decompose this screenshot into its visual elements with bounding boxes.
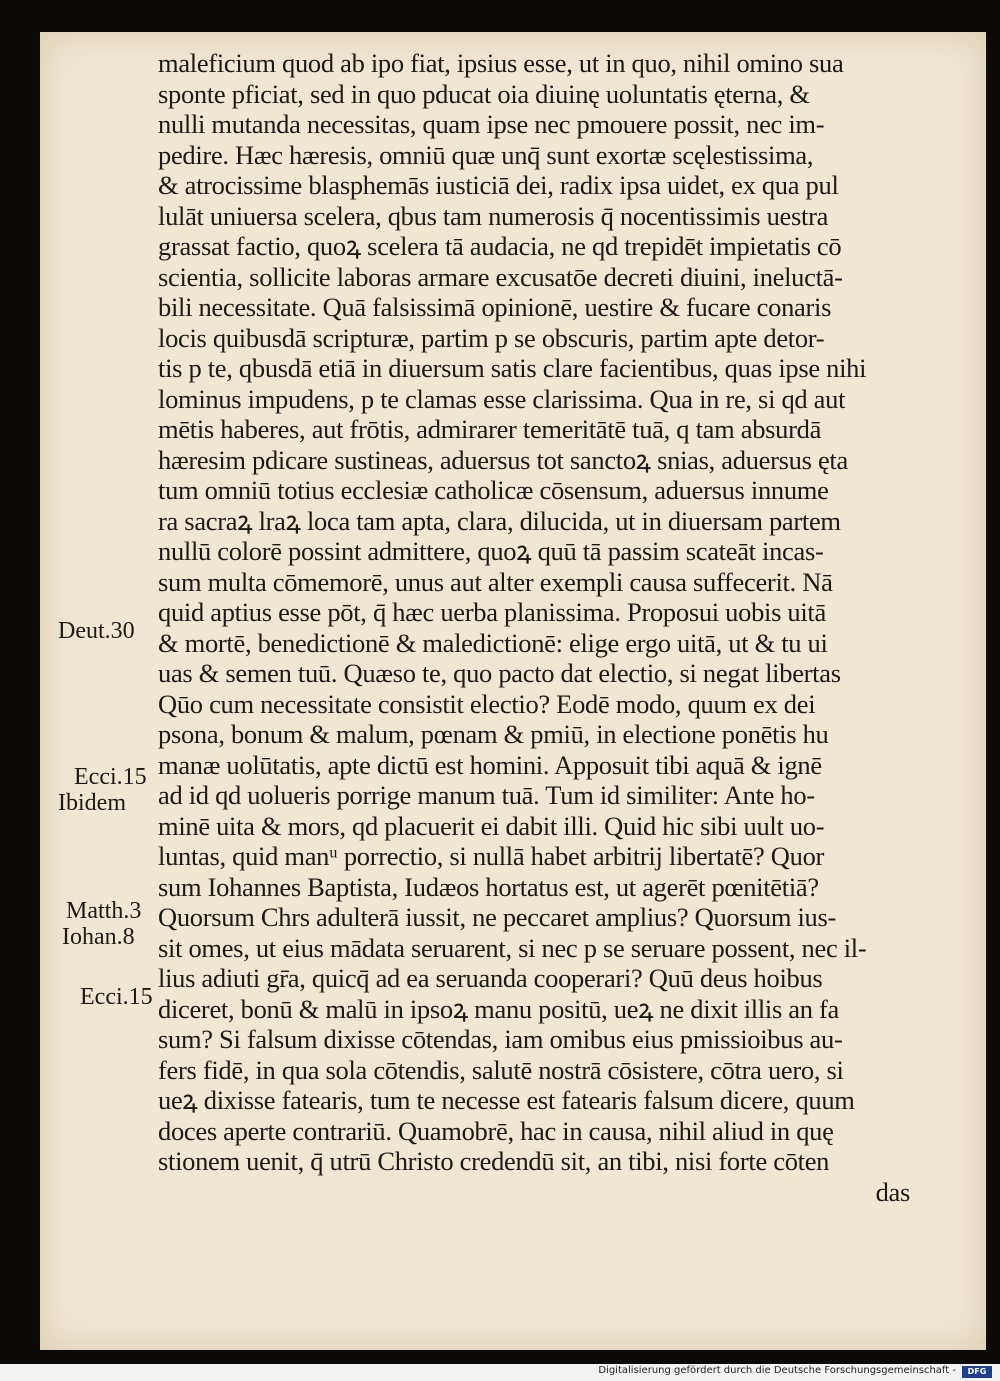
main-text-block: [158, 48, 918, 1207]
text-line: sum? Si falsum dixisse cōtendas, iam omibus eius pmissioibus au-: [158, 1024, 843, 1054]
text-line: tis p te, qbusdā etiā in diuersum satis clare facientibus, quas ipse nihi: [158, 353, 867, 383]
text-line: stionem uenit, q̄ utrū Christo credendū sit, an tibi, nisi forte cōten: [158, 1146, 830, 1176]
text-line: fers fidē, in qua sola cōtendis, salutē nostrā cōsistere, cōtra uero, si: [158, 1054, 844, 1085]
text-line: pedire. Hæc hæresis, omniū quæ unq̄ sunt exortæ scęlestissima,: [158, 139, 814, 170]
margin-note-ibidem: Ibidem: [58, 790, 126, 816]
text-line: & atrocissime blasphemās iusticiā dei, radix ipsa uidet, ex qua pul: [158, 170, 839, 200]
text-line: ad id qd uolueris porrige manum tuā. Tum id similiter: Ante ho-: [158, 780, 815, 810]
text-line: lulāt uniuersa scelera, qbus tam numerosis q̄ nocentissimis uestra: [158, 200, 829, 231]
text-line: tum omniū totius ecclesiæ catholicæ cōsensum, aduersus innume: [158, 475, 829, 505]
margin-note-johan: Iohan.8: [62, 924, 135, 950]
text-line: doces aperte contrariū. Quamobrē, hac in causa, nihil aliud in quę: [158, 1115, 834, 1146]
margin-note-ecci-2: Ecci.15: [80, 984, 153, 1010]
text-line: sponte pficiat, sed in quo pducat oia diuinę uoluntatis ęterna, &: [158, 78, 810, 109]
text-line: scientia, sollicite laboras armare excusatōe decreti diuini, ineluctā-: [158, 261, 843, 292]
text-line: locis quibusdā scripturæ, partim p se obscuris, partim apte detor-: [158, 322, 825, 353]
text-line: sum Iohannes Baptista, Iudæos hortatus est, ut agerēt pœnitētiā?: [158, 871, 819, 902]
text-line: manæ uolūtatis, apte dictū est homini. Apposuit tibi aquā & ignē: [158, 749, 822, 780]
text-line: nullū colorē possint admittere, quoꝝ quū tā passim scateāt incas-: [158, 536, 824, 566]
margin-note-deut: Deut.30: [58, 618, 135, 644]
footer-credit: Digitalisierung gefördert durch die Deutsche Forschungsgemeinschaft -: [598, 1365, 956, 1376]
text-line: lius adiuti gr̄a, quicq̄ ad ea seruanda cooperari? Quū deus hoibus: [158, 963, 823, 993]
text-line: ueꝝ dixisse fatearis, tum te necesse est fatearis falsum dicere, quum: [158, 1085, 855, 1115]
text-line: maleficium quod ab ipo fiat, ipsius esse, ut in quo, nihil omino sua: [158, 48, 844, 78]
text-line: minē uita & mors, qd placuerit ei dabit illi. Quid hic sibi uult uo-: [158, 810, 825, 841]
text-line: psona, bonum & malum, pœnam & pmiū, in electione ponētis hu: [158, 719, 829, 749]
text-line: quid aptius esse pōt, q̄ hæc uerba planissima. Proposui uobis uitā: [158, 597, 826, 627]
margin-note-matth: Matth.3: [66, 898, 142, 924]
text-line: hæresim pdicare sustineas, aduersus tot sanctoꝝ snias, aduersus ęta: [158, 444, 848, 475]
text-line: ra sacraꝝ lraꝝ loca tam apta, clara, dilucida, ut in diuersam partem: [158, 505, 841, 536]
text-line: Quorsum Chrs adulterā iussit, ne peccaret amplius? Quorsum ius-: [158, 902, 837, 932]
dfg-logo: DFG: [962, 1366, 992, 1378]
text-line: sum multa cōmemorē, unus aut alter exempli causa suffecerit. Nā: [158, 566, 833, 597]
text-line: diceret, bonū & malū in ipsoꝝ manu positū, ueꝝ ne dixit illis an fa: [158, 993, 840, 1024]
text-line: mētis haberes, aut frōtis, admirarer temeritātē tuā, q tam absurdā: [158, 414, 822, 444]
text-line: bili necessitate. Quā falsissimā opinionē, uestire & fucare conaris: [158, 292, 832, 322]
margin-note-ecci: Ecci.15: [74, 764, 147, 790]
catchword: das: [875, 1176, 910, 1207]
text-line: sit omes, ut eius mādata seruarent, si nec p se seruare possent, nec il-: [158, 932, 867, 963]
text-line: luntas, quid manᵘ porrectio, si nullā habet arbitrij libertatē? Quor: [158, 841, 825, 871]
text-line: uas & semen tuū. Quæso te, quo pacto dat electio, si negat libertas: [158, 658, 841, 688]
text-line: nulli mutanda necessitas, quam ipse nec pmouere possit, nec im-: [158, 109, 825, 139]
text-line: Qūo cum necessitate consistit electio? Eodē modo, quum ex dei: [158, 688, 816, 719]
text-line: & mortē, benedictionē & maledictionē: elige ergo uitā, ut & tu ui: [158, 627, 828, 658]
text-line: grassat factio, quoꝝ scelera tā audacia, ne qd trepidēt impietatis cō: [158, 231, 842, 261]
text-line: lominus impudens, p te clamas esse clarissima. Qua in re, si qd aut: [158, 383, 846, 414]
footer-bar: [0, 1364, 1000, 1381]
